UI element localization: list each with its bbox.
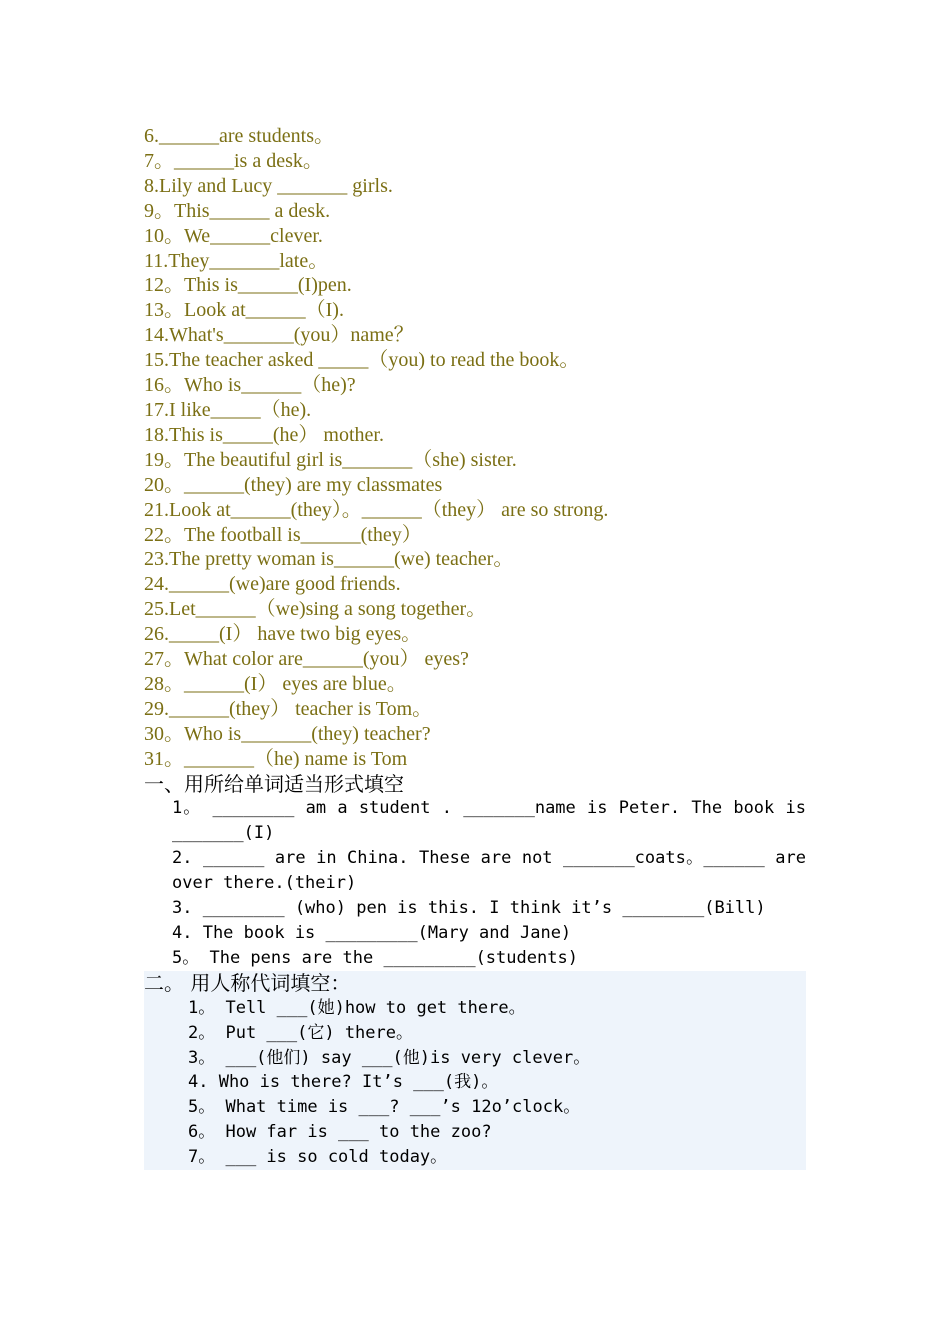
exercise-line: 28。______(I） eyes are blue。	[144, 672, 407, 695]
exercise-line: 23.The pretty woman is______(we) teacher。	[144, 548, 514, 571]
section-two-item: 5。 What time is ___? ___’s 12o’clock。	[188, 1097, 581, 1118]
exercise-line: 30。Who is_______(they) teacher?	[144, 722, 431, 745]
exercise-line: 11.They_______late。	[144, 249, 329, 272]
exercise-line: 6.______are students。	[144, 125, 334, 147]
section-one-item: 5。 The pens are the _________(students)	[172, 947, 578, 968]
exercise-line: 21.Look at______(they）。______（they） are so strong.	[144, 498, 609, 521]
exercise-line: 16。Who is______（he)?	[144, 374, 356, 397]
exercise-line: 10。We______clever.	[144, 224, 323, 247]
section-two-item: 6。 How far is ___ to the zoo?	[188, 1122, 492, 1143]
exercise-line: 18.This is_____(he） mother.	[144, 423, 384, 446]
exercise-line: 7。______is a desk。	[144, 149, 323, 172]
exercise-line: 22。The football is______(they）	[144, 523, 422, 546]
exercise-line: 9。This______ a desk.	[144, 199, 331, 222]
section-two-item: 3。 ___(他们) say ___(他)is very clever。	[188, 1047, 591, 1068]
section-two-item: 1。 Tell ___(她)how to get there。	[188, 997, 526, 1018]
exercise-line: 26._____(I） have two big eyes。	[144, 623, 422, 646]
exercise-line: 12。This is______(I)pen.	[144, 274, 352, 297]
exercise-line: 13。Look at______（I).	[144, 299, 344, 322]
exercise-line: 14.What's_______(you）name？	[144, 324, 414, 347]
exercise-line: 17.I like_____（he).	[144, 398, 312, 421]
section-two	[144, 971, 806, 1170]
exercise-line: 27。What color are______(you） eyes?	[144, 648, 469, 671]
section-one-item: 2. ______ are in China. These are not _______coats。______ are over there.(their)	[172, 848, 806, 894]
section-one	[144, 772, 806, 971]
section-one-item: 3. ________ (who) pen is this. I think it’s ________(Bill)	[172, 898, 766, 919]
exercise-line: 20。______(they) are my classmates	[144, 473, 443, 496]
section-one-item: 4. The book is _________(Mary and Jane)	[172, 923, 572, 943]
section-two-item: 2。 Put ___(它) there。	[188, 1022, 413, 1043]
exercise-line: 8.Lily and Lucy _______ girls.	[144, 174, 393, 197]
exercise-line: 25.Let______（we)sing a song together。	[144, 598, 487, 621]
exercise-line: 29.______(they） teacher is Tom。	[144, 697, 433, 720]
exercise-line: 15.The teacher asked _____（you) to read the book。	[144, 349, 580, 372]
worksheet-page	[144, 124, 806, 1170]
exercise-line: 31。_______（he) name is Tom	[144, 747, 408, 770]
section-two-item: 7。 ___ is so cold today。	[188, 1147, 448, 1168]
section-two-item: 4. Who is there? It’s ___(我)。	[188, 1072, 499, 1093]
exercise-line: 19。The beautiful girl is_______（she) sister.	[144, 448, 517, 471]
exercise-line: 24.______(we)are good friends.	[144, 573, 401, 596]
section-one-title: 一、用所给单词适当形式填空	[144, 771, 404, 796]
section-one-item: 1。 ________ am a student . _______name is Peter. The book is _______(I)	[172, 798, 806, 844]
section-two-title: 二。 用人称代词填空：	[144, 970, 351, 995]
fill-in-exercise-list	[144, 124, 806, 772]
